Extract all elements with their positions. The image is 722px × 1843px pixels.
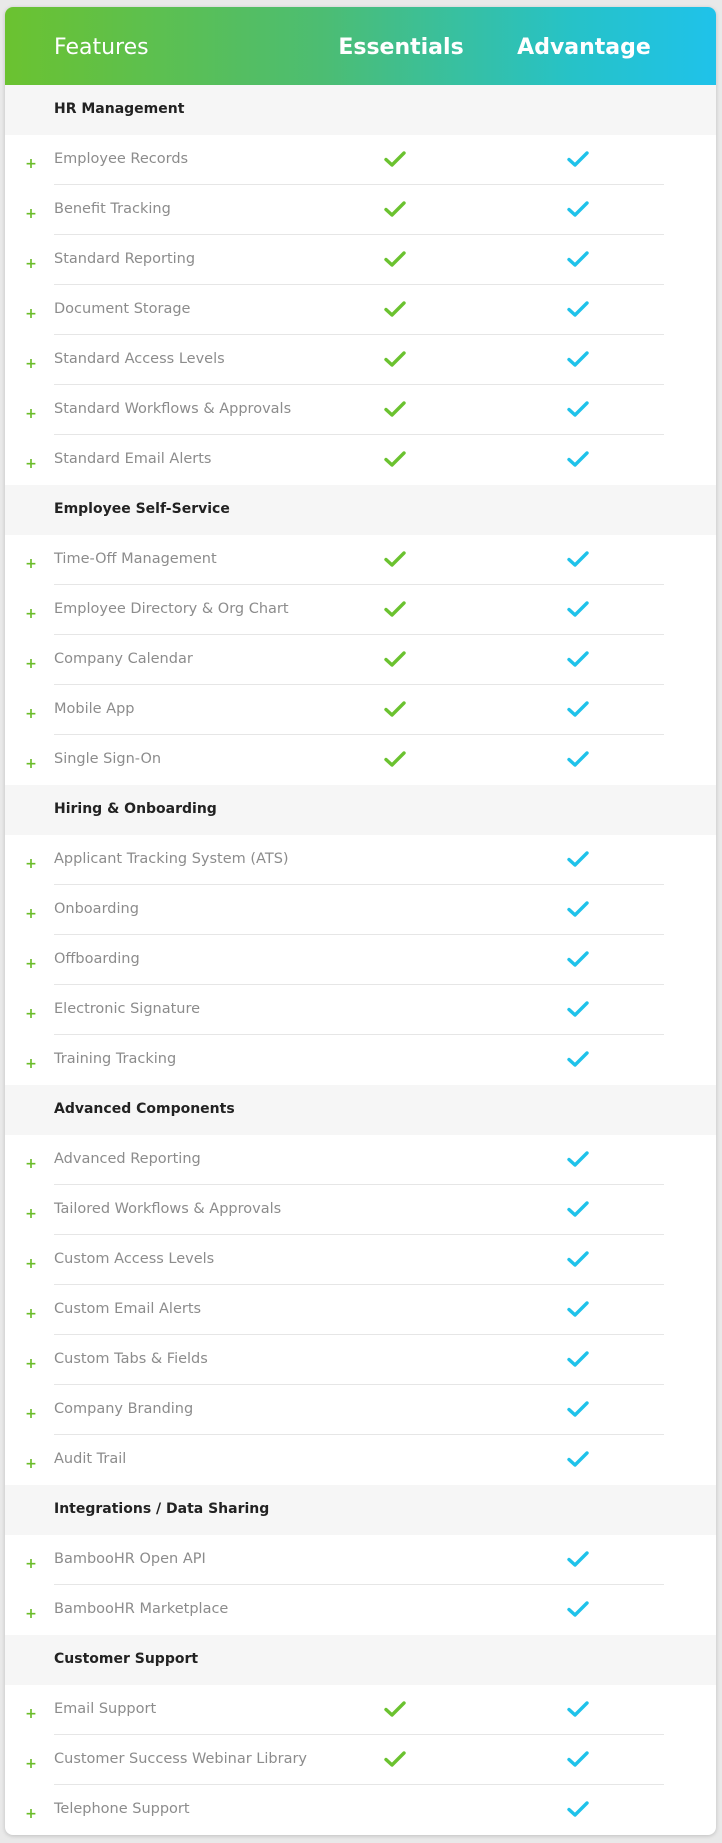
plus-icon[interactable]: + bbox=[25, 856, 37, 872]
feature-label[interactable]: Benefit Tracking bbox=[54, 201, 171, 217]
section-title: Employee Self-Service bbox=[54, 501, 230, 517]
advantage-checkmark-icon bbox=[567, 450, 589, 468]
plus-icon[interactable]: + bbox=[25, 406, 37, 422]
advantage-checkmark-icon bbox=[567, 1550, 589, 1568]
advantage-checkmark-icon bbox=[567, 900, 589, 918]
plus-icon[interactable]: + bbox=[25, 1006, 37, 1022]
section-title: Hiring & Onboarding bbox=[54, 801, 217, 817]
feature-label[interactable]: Custom Tabs & Fields bbox=[54, 1351, 208, 1367]
advantage-checkmark-icon bbox=[567, 200, 589, 218]
feature-label[interactable]: Email Support bbox=[54, 1701, 157, 1717]
feature-row[interactable] bbox=[5, 735, 716, 785]
feature-row[interactable] bbox=[5, 435, 716, 485]
plus-icon[interactable]: + bbox=[25, 156, 37, 172]
plus-icon[interactable]: + bbox=[25, 756, 37, 772]
advantage-checkmark-icon bbox=[567, 1800, 589, 1818]
plus-icon[interactable]: + bbox=[25, 356, 37, 372]
plus-icon[interactable]: + bbox=[25, 706, 37, 722]
pricing-comparison-table bbox=[5, 7, 716, 1835]
feature-label[interactable]: BambooHR Marketplace bbox=[54, 1601, 229, 1617]
essentials-checkmark-icon bbox=[384, 300, 406, 318]
feature-row[interactable] bbox=[5, 285, 716, 335]
feature-label[interactable]: Employee Records bbox=[54, 151, 189, 167]
feature-label[interactable]: Applicant Tracking System (ATS) bbox=[54, 851, 289, 867]
essentials-checkmark-icon bbox=[384, 350, 406, 368]
plus-icon[interactable]: + bbox=[25, 906, 37, 922]
advantage-checkmark-icon bbox=[567, 1350, 589, 1368]
feature-label[interactable]: Employee Directory & Org Chart bbox=[54, 601, 289, 617]
plus-icon[interactable]: + bbox=[25, 1406, 37, 1422]
section-header bbox=[5, 785, 716, 835]
advantage-column-header: Advantage bbox=[517, 35, 651, 60]
feature-row[interactable] bbox=[5, 1785, 716, 1835]
feature-row[interactable] bbox=[5, 685, 716, 735]
advantage-checkmark-icon bbox=[567, 1400, 589, 1418]
advantage-checkmark-icon bbox=[567, 1050, 589, 1068]
essentials-checkmark-icon bbox=[384, 550, 406, 568]
feature-row[interactable] bbox=[5, 1435, 716, 1485]
features-column-header: Features bbox=[54, 35, 149, 60]
feature-label[interactable]: Standard Workflows & Approvals bbox=[54, 401, 292, 417]
advantage-checkmark-icon bbox=[567, 1150, 589, 1168]
feature-row[interactable] bbox=[5, 1585, 716, 1635]
feature-row[interactable] bbox=[5, 1135, 716, 1185]
feature-label[interactable]: Advanced Reporting bbox=[54, 1151, 201, 1167]
advantage-checkmark-icon bbox=[567, 250, 589, 268]
plus-icon[interactable]: + bbox=[25, 256, 37, 272]
plus-icon[interactable]: + bbox=[25, 956, 37, 972]
feature-row[interactable] bbox=[5, 185, 716, 235]
plus-icon[interactable]: + bbox=[25, 1306, 37, 1322]
feature-row[interactable] bbox=[5, 1685, 716, 1735]
feature-row[interactable] bbox=[5, 335, 716, 385]
feature-row[interactable] bbox=[5, 1335, 716, 1385]
feature-label[interactable]: Standard Email Alerts bbox=[54, 451, 212, 467]
table-header bbox=[5, 7, 716, 85]
feature-label[interactable]: Onboarding bbox=[54, 901, 139, 917]
advantage-checkmark-icon bbox=[567, 1450, 589, 1468]
plus-icon[interactable]: + bbox=[25, 1556, 37, 1572]
plus-icon[interactable]: + bbox=[25, 1056, 37, 1072]
feature-label[interactable]: BambooHR Open API bbox=[54, 1551, 206, 1567]
feature-row[interactable] bbox=[5, 1385, 716, 1435]
advantage-checkmark-icon bbox=[567, 400, 589, 418]
feature-row[interactable] bbox=[5, 135, 716, 185]
plus-icon[interactable]: + bbox=[25, 1606, 37, 1622]
essentials-checkmark-icon bbox=[384, 400, 406, 418]
essentials-checkmark-icon bbox=[384, 200, 406, 218]
feature-label[interactable]: Custom Email Alerts bbox=[54, 1301, 202, 1317]
plus-icon[interactable]: + bbox=[25, 1256, 37, 1272]
feature-row[interactable] bbox=[5, 1185, 716, 1235]
advantage-checkmark-icon bbox=[567, 550, 589, 568]
advantage-checkmark-icon bbox=[567, 1000, 589, 1018]
section-title: Customer Support bbox=[54, 1651, 199, 1667]
feature-label[interactable]: Company Calendar bbox=[54, 651, 193, 667]
section-header bbox=[5, 1085, 716, 1135]
essentials-checkmark-icon bbox=[384, 250, 406, 268]
advantage-checkmark-icon bbox=[567, 300, 589, 318]
feature-label[interactable]: Custom Access Levels bbox=[54, 1251, 215, 1267]
essentials-checkmark-icon bbox=[384, 1700, 406, 1718]
advantage-checkmark-icon bbox=[567, 150, 589, 168]
feature-row[interactable] bbox=[5, 935, 716, 985]
feature-row[interactable] bbox=[5, 385, 716, 435]
feature-label[interactable]: Single Sign-On bbox=[54, 751, 162, 767]
feature-row[interactable] bbox=[5, 585, 716, 635]
advantage-checkmark-icon bbox=[567, 1700, 589, 1718]
feature-label[interactable]: Standard Access Levels bbox=[54, 351, 225, 367]
section-header bbox=[5, 485, 716, 535]
section-header bbox=[5, 1485, 716, 1535]
advantage-checkmark-icon bbox=[567, 700, 589, 718]
advantage-checkmark-icon bbox=[567, 650, 589, 668]
feature-label[interactable]: Electronic Signature bbox=[54, 1001, 201, 1017]
feature-label[interactable]: Time-Off Management bbox=[54, 551, 217, 567]
section-title: Integrations / Data Sharing bbox=[54, 1501, 270, 1517]
feature-row[interactable] bbox=[5, 535, 716, 585]
plus-icon[interactable]: + bbox=[25, 456, 37, 472]
plus-icon[interactable]: + bbox=[25, 206, 37, 222]
essentials-checkmark-icon bbox=[384, 700, 406, 718]
feature-row[interactable] bbox=[5, 1535, 716, 1585]
feature-label[interactable]: Offboarding bbox=[54, 951, 140, 967]
advantage-checkmark-icon bbox=[567, 850, 589, 868]
plus-icon[interactable]: + bbox=[25, 656, 37, 672]
section-header bbox=[5, 85, 716, 135]
essentials-checkmark-icon bbox=[384, 150, 406, 168]
feature-row[interactable] bbox=[5, 885, 716, 935]
advantage-checkmark-icon bbox=[567, 950, 589, 968]
plus-icon[interactable]: + bbox=[25, 556, 37, 572]
feature-label[interactable]: Training Tracking bbox=[54, 1051, 177, 1067]
plus-icon[interactable]: + bbox=[25, 1806, 37, 1822]
feature-label[interactable]: Tailored Workflows & Approvals bbox=[54, 1201, 282, 1217]
section-title: Advanced Components bbox=[54, 1101, 235, 1117]
feature-label[interactable]: Mobile App bbox=[54, 701, 135, 717]
feature-label[interactable]: Customer Success Webinar Library bbox=[54, 1751, 308, 1767]
plus-icon[interactable]: + bbox=[25, 1156, 37, 1172]
feature-row[interactable] bbox=[5, 1735, 716, 1785]
essentials-column-header: Essentials bbox=[338, 35, 464, 60]
essentials-checkmark-icon bbox=[384, 600, 406, 618]
plus-icon[interactable]: + bbox=[25, 1706, 37, 1722]
advantage-checkmark-icon bbox=[567, 1750, 589, 1768]
section-title: HR Management bbox=[54, 101, 185, 117]
plus-icon[interactable]: + bbox=[25, 606, 37, 622]
section-header bbox=[5, 1635, 716, 1685]
feature-label[interactable]: Telephone Support bbox=[54, 1801, 190, 1817]
essentials-checkmark-icon bbox=[384, 450, 406, 468]
feature-row[interactable] bbox=[5, 985, 716, 1035]
advantage-checkmark-icon bbox=[567, 350, 589, 368]
plus-icon[interactable]: + bbox=[25, 1756, 37, 1772]
advantage-checkmark-icon bbox=[567, 1250, 589, 1268]
plus-icon[interactable]: + bbox=[25, 1206, 37, 1222]
feature-row[interactable] bbox=[5, 235, 716, 285]
essentials-checkmark-icon bbox=[384, 750, 406, 768]
feature-label[interactable]: Standard Reporting bbox=[54, 251, 196, 267]
feature-row[interactable] bbox=[5, 1285, 716, 1335]
plus-icon[interactable]: + bbox=[25, 306, 37, 322]
advantage-checkmark-icon bbox=[567, 600, 589, 618]
feature-row[interactable] bbox=[5, 1235, 716, 1285]
feature-label[interactable]: Audit Trail bbox=[54, 1451, 127, 1467]
advantage-checkmark-icon bbox=[567, 1600, 589, 1618]
feature-label[interactable]: Document Storage bbox=[54, 301, 191, 317]
plus-icon[interactable]: + bbox=[25, 1356, 37, 1372]
essentials-checkmark-icon bbox=[384, 650, 406, 668]
essentials-checkmark-icon bbox=[384, 1750, 406, 1768]
advantage-checkmark-icon bbox=[567, 1300, 589, 1318]
feature-label[interactable]: Company Branding bbox=[54, 1401, 194, 1417]
feature-row[interactable] bbox=[5, 835, 716, 885]
feature-rows bbox=[5, 85, 716, 1835]
feature-row[interactable] bbox=[5, 635, 716, 685]
feature-row[interactable] bbox=[5, 1035, 716, 1085]
plus-icon[interactable]: + bbox=[25, 1456, 37, 1472]
advantage-checkmark-icon bbox=[567, 1200, 589, 1218]
advantage-checkmark-icon bbox=[567, 750, 589, 768]
